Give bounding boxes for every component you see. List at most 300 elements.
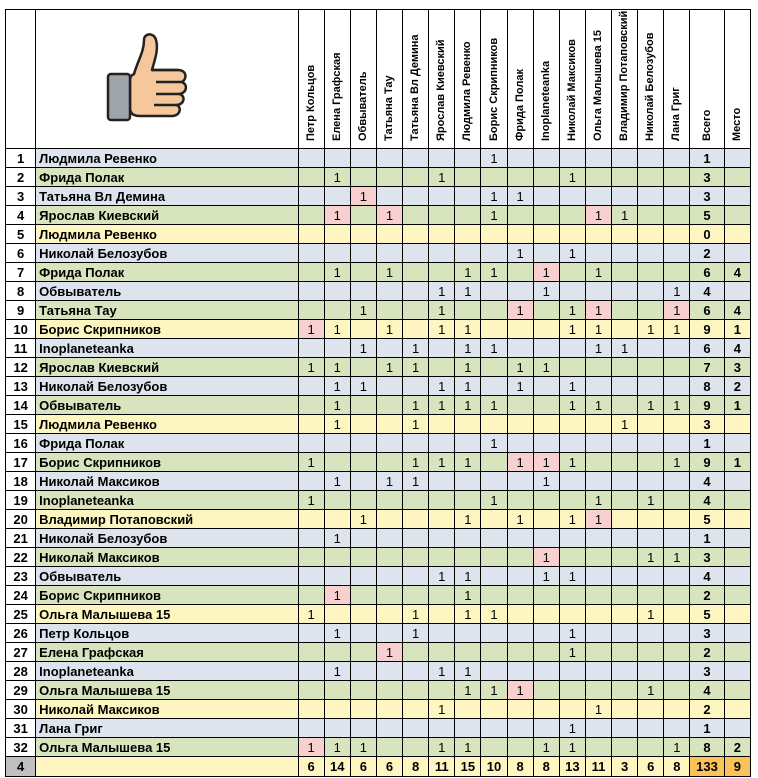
- vote-cell[interactable]: [533, 586, 559, 605]
- vote-cell[interactable]: [638, 472, 664, 491]
- vote-cell[interactable]: [612, 643, 638, 662]
- vote-cell[interactable]: [507, 339, 533, 358]
- vote-cell[interactable]: [298, 624, 324, 643]
- vote-cell[interactable]: 1: [585, 700, 611, 719]
- vote-cell[interactable]: [533, 510, 559, 529]
- vote-cell[interactable]: [376, 149, 402, 168]
- vote-cell[interactable]: 1: [298, 358, 324, 377]
- vote-cell[interactable]: 1: [612, 415, 638, 434]
- vote-cell[interactable]: [612, 605, 638, 624]
- vote-cell[interactable]: 1: [559, 320, 585, 339]
- vote-cell[interactable]: [376, 301, 402, 320]
- vote-cell[interactable]: [429, 643, 455, 662]
- vote-cell[interactable]: [664, 529, 690, 548]
- vote-cell[interactable]: [507, 586, 533, 605]
- vote-cell[interactable]: [455, 434, 481, 453]
- vote-cell[interactable]: [455, 415, 481, 434]
- vote-cell[interactable]: [559, 681, 585, 700]
- vote-cell[interactable]: [455, 491, 481, 510]
- vote-cell[interactable]: [664, 149, 690, 168]
- vote-cell[interactable]: 1: [376, 643, 402, 662]
- vote-cell[interactable]: [376, 282, 402, 301]
- vote-cell[interactable]: 1: [403, 339, 429, 358]
- vote-cell[interactable]: 1: [533, 453, 559, 472]
- vote-cell[interactable]: 1: [559, 738, 585, 757]
- vote-cell[interactable]: [376, 491, 402, 510]
- vote-cell[interactable]: [612, 567, 638, 586]
- vote-cell[interactable]: [664, 719, 690, 738]
- vote-cell[interactable]: 1: [324, 415, 350, 434]
- vote-cell[interactable]: 1: [403, 624, 429, 643]
- vote-cell[interactable]: [324, 719, 350, 738]
- vote-cell[interactable]: [324, 548, 350, 567]
- vote-cell[interactable]: [638, 415, 664, 434]
- vote-cell[interactable]: [664, 206, 690, 225]
- vote-cell[interactable]: [664, 643, 690, 662]
- vote-cell[interactable]: [585, 358, 611, 377]
- vote-cell[interactable]: [481, 529, 507, 548]
- vote-cell[interactable]: 1: [350, 377, 376, 396]
- vote-cell[interactable]: [559, 605, 585, 624]
- vote-cell[interactable]: 1: [638, 548, 664, 567]
- vote-cell[interactable]: [664, 168, 690, 187]
- vote-cell[interactable]: [429, 358, 455, 377]
- vote-cell[interactable]: [429, 491, 455, 510]
- vote-cell[interactable]: [585, 472, 611, 491]
- vote-cell[interactable]: [324, 187, 350, 206]
- vote-cell[interactable]: [612, 472, 638, 491]
- vote-cell[interactable]: [638, 700, 664, 719]
- vote-cell[interactable]: [638, 377, 664, 396]
- vote-cell[interactable]: 1: [350, 738, 376, 757]
- vote-cell[interactable]: [612, 586, 638, 605]
- vote-cell[interactable]: 1: [481, 396, 507, 415]
- vote-cell[interactable]: 1: [585, 320, 611, 339]
- vote-cell[interactable]: [559, 662, 585, 681]
- vote-cell[interactable]: 1: [324, 168, 350, 187]
- vote-cell[interactable]: 1: [455, 320, 481, 339]
- vote-cell[interactable]: 1: [403, 415, 429, 434]
- vote-cell[interactable]: [481, 567, 507, 586]
- vote-cell[interactable]: [481, 643, 507, 662]
- vote-cell[interactable]: [481, 244, 507, 263]
- vote-cell[interactable]: [298, 396, 324, 415]
- vote-cell[interactable]: [612, 282, 638, 301]
- vote-cell[interactable]: [507, 472, 533, 491]
- vote-cell[interactable]: [612, 529, 638, 548]
- vote-cell[interactable]: [507, 719, 533, 738]
- vote-cell[interactable]: [559, 491, 585, 510]
- vote-cell[interactable]: [481, 415, 507, 434]
- vote-cell[interactable]: [455, 187, 481, 206]
- vote-cell[interactable]: 1: [324, 529, 350, 548]
- vote-cell[interactable]: [664, 358, 690, 377]
- vote-cell[interactable]: [638, 738, 664, 757]
- vote-cell[interactable]: [403, 206, 429, 225]
- vote-cell[interactable]: [507, 567, 533, 586]
- vote-cell[interactable]: [533, 168, 559, 187]
- vote-cell[interactable]: [403, 282, 429, 301]
- vote-cell[interactable]: [664, 605, 690, 624]
- vote-cell[interactable]: [403, 149, 429, 168]
- vote-cell[interactable]: 1: [533, 548, 559, 567]
- vote-cell[interactable]: 1: [507, 301, 533, 320]
- vote-cell[interactable]: [481, 472, 507, 491]
- vote-cell[interactable]: [533, 643, 559, 662]
- vote-cell[interactable]: [455, 719, 481, 738]
- vote-cell[interactable]: [507, 149, 533, 168]
- vote-cell[interactable]: [298, 206, 324, 225]
- vote-cell[interactable]: [403, 320, 429, 339]
- vote-cell[interactable]: [350, 415, 376, 434]
- vote-cell[interactable]: [533, 149, 559, 168]
- vote-cell[interactable]: [403, 681, 429, 700]
- vote-cell[interactable]: [481, 225, 507, 244]
- vote-cell[interactable]: [376, 339, 402, 358]
- vote-cell[interactable]: [481, 624, 507, 643]
- vote-cell[interactable]: [455, 700, 481, 719]
- vote-cell[interactable]: [403, 662, 429, 681]
- vote-cell[interactable]: [376, 377, 402, 396]
- vote-cell[interactable]: [507, 605, 533, 624]
- vote-cell[interactable]: 1: [481, 339, 507, 358]
- vote-cell[interactable]: [429, 472, 455, 491]
- vote-cell[interactable]: [533, 434, 559, 453]
- vote-cell[interactable]: 1: [664, 301, 690, 320]
- vote-cell[interactable]: 1: [585, 510, 611, 529]
- vote-cell[interactable]: [481, 586, 507, 605]
- vote-cell[interactable]: [350, 548, 376, 567]
- vote-cell[interactable]: [664, 510, 690, 529]
- vote-cell[interactable]: [638, 662, 664, 681]
- vote-cell[interactable]: 1: [507, 377, 533, 396]
- vote-cell[interactable]: [559, 206, 585, 225]
- vote-cell[interactable]: 1: [403, 605, 429, 624]
- vote-cell[interactable]: [612, 453, 638, 472]
- vote-cell[interactable]: [585, 529, 611, 548]
- vote-cell[interactable]: [350, 624, 376, 643]
- vote-cell[interactable]: [507, 320, 533, 339]
- vote-cell[interactable]: [559, 187, 585, 206]
- vote-cell[interactable]: [298, 415, 324, 434]
- vote-cell[interactable]: [376, 548, 402, 567]
- vote-cell[interactable]: 1: [507, 510, 533, 529]
- vote-cell[interactable]: [533, 529, 559, 548]
- vote-cell[interactable]: [429, 605, 455, 624]
- vote-cell[interactable]: 1: [585, 301, 611, 320]
- vote-cell[interactable]: [298, 567, 324, 586]
- vote-cell[interactable]: [403, 168, 429, 187]
- vote-cell[interactable]: [533, 681, 559, 700]
- vote-cell[interactable]: [298, 510, 324, 529]
- vote-cell[interactable]: [664, 700, 690, 719]
- vote-cell[interactable]: [664, 339, 690, 358]
- vote-cell[interactable]: 1: [481, 681, 507, 700]
- vote-cell[interactable]: [403, 187, 429, 206]
- vote-cell[interactable]: [533, 719, 559, 738]
- vote-cell[interactable]: [612, 491, 638, 510]
- vote-cell[interactable]: 1: [664, 548, 690, 567]
- vote-cell[interactable]: [585, 225, 611, 244]
- vote-cell[interactable]: [455, 643, 481, 662]
- vote-cell[interactable]: 1: [324, 586, 350, 605]
- vote-cell[interactable]: [350, 643, 376, 662]
- vote-cell[interactable]: [298, 263, 324, 282]
- vote-cell[interactable]: [350, 168, 376, 187]
- vote-cell[interactable]: [559, 586, 585, 605]
- vote-cell[interactable]: 1: [324, 662, 350, 681]
- vote-cell[interactable]: 1: [585, 263, 611, 282]
- vote-cell[interactable]: [533, 662, 559, 681]
- vote-cell[interactable]: [429, 415, 455, 434]
- vote-cell[interactable]: [612, 301, 638, 320]
- vote-cell[interactable]: [638, 567, 664, 586]
- vote-cell[interactable]: [664, 415, 690, 434]
- vote-cell[interactable]: [507, 738, 533, 757]
- vote-cell[interactable]: [612, 396, 638, 415]
- vote-cell[interactable]: 1: [376, 472, 402, 491]
- vote-cell[interactable]: 1: [403, 396, 429, 415]
- vote-cell[interactable]: 1: [324, 320, 350, 339]
- vote-cell[interactable]: [533, 320, 559, 339]
- vote-cell[interactable]: 1: [429, 377, 455, 396]
- vote-cell[interactable]: [481, 453, 507, 472]
- vote-cell[interactable]: [350, 225, 376, 244]
- vote-cell[interactable]: 1: [376, 320, 402, 339]
- vote-cell[interactable]: [507, 206, 533, 225]
- vote-cell[interactable]: [507, 282, 533, 301]
- vote-cell[interactable]: 1: [455, 453, 481, 472]
- vote-cell[interactable]: 1: [559, 643, 585, 662]
- vote-cell[interactable]: 1: [559, 453, 585, 472]
- vote-cell[interactable]: 1: [533, 263, 559, 282]
- vote-cell[interactable]: 1: [455, 282, 481, 301]
- vote-cell[interactable]: [350, 149, 376, 168]
- vote-cell[interactable]: [298, 149, 324, 168]
- vote-cell[interactable]: [350, 662, 376, 681]
- vote-cell[interactable]: 1: [559, 168, 585, 187]
- vote-cell[interactable]: [324, 282, 350, 301]
- vote-cell[interactable]: 1: [429, 396, 455, 415]
- vote-cell[interactable]: [350, 586, 376, 605]
- vote-cell[interactable]: [455, 529, 481, 548]
- vote-cell[interactable]: [638, 529, 664, 548]
- vote-cell[interactable]: [324, 244, 350, 263]
- vote-cell[interactable]: [376, 244, 402, 263]
- vote-cell[interactable]: 1: [350, 301, 376, 320]
- vote-cell[interactable]: [585, 719, 611, 738]
- vote-cell[interactable]: [403, 263, 429, 282]
- vote-cell[interactable]: [350, 263, 376, 282]
- vote-cell[interactable]: [585, 415, 611, 434]
- vote-cell[interactable]: 1: [298, 320, 324, 339]
- vote-cell[interactable]: 1: [376, 206, 402, 225]
- vote-cell[interactable]: [403, 719, 429, 738]
- vote-cell[interactable]: [559, 472, 585, 491]
- vote-cell[interactable]: [376, 662, 402, 681]
- vote-cell[interactable]: [481, 700, 507, 719]
- vote-cell[interactable]: 1: [429, 567, 455, 586]
- vote-cell[interactable]: [533, 301, 559, 320]
- vote-cell[interactable]: 1: [455, 377, 481, 396]
- vote-cell[interactable]: [350, 320, 376, 339]
- vote-cell[interactable]: 1: [638, 396, 664, 415]
- vote-cell[interactable]: [638, 149, 664, 168]
- vote-cell[interactable]: [324, 339, 350, 358]
- vote-cell[interactable]: [403, 301, 429, 320]
- vote-cell[interactable]: [638, 624, 664, 643]
- vote-cell[interactable]: [403, 738, 429, 757]
- vote-cell[interactable]: [664, 225, 690, 244]
- vote-cell[interactable]: [612, 548, 638, 567]
- vote-cell[interactable]: [612, 434, 638, 453]
- vote-cell[interactable]: 1: [324, 358, 350, 377]
- vote-cell[interactable]: [324, 434, 350, 453]
- vote-cell[interactable]: [585, 624, 611, 643]
- vote-cell[interactable]: [376, 168, 402, 187]
- vote-cell[interactable]: [429, 225, 455, 244]
- vote-cell[interactable]: 1: [507, 681, 533, 700]
- vote-cell[interactable]: 1: [429, 301, 455, 320]
- vote-cell[interactable]: 1: [429, 320, 455, 339]
- vote-cell[interactable]: 1: [298, 738, 324, 757]
- vote-cell[interactable]: [533, 339, 559, 358]
- vote-cell[interactable]: [533, 624, 559, 643]
- vote-cell[interactable]: [429, 529, 455, 548]
- vote-cell[interactable]: [638, 206, 664, 225]
- vote-cell[interactable]: [612, 719, 638, 738]
- vote-cell[interactable]: [376, 396, 402, 415]
- vote-cell[interactable]: [612, 244, 638, 263]
- vote-cell[interactable]: [664, 187, 690, 206]
- vote-cell[interactable]: [455, 225, 481, 244]
- vote-cell[interactable]: [638, 358, 664, 377]
- vote-cell[interactable]: [585, 187, 611, 206]
- vote-cell[interactable]: [585, 738, 611, 757]
- vote-cell[interactable]: 1: [455, 263, 481, 282]
- vote-cell[interactable]: [533, 187, 559, 206]
- vote-cell[interactable]: [507, 225, 533, 244]
- vote-cell[interactable]: 1: [324, 263, 350, 282]
- vote-cell[interactable]: [298, 282, 324, 301]
- vote-cell[interactable]: 1: [455, 681, 481, 700]
- vote-cell[interactable]: 1: [638, 605, 664, 624]
- vote-cell[interactable]: [481, 719, 507, 738]
- vote-cell[interactable]: [376, 605, 402, 624]
- vote-cell[interactable]: [507, 396, 533, 415]
- vote-cell[interactable]: 1: [376, 358, 402, 377]
- vote-cell[interactable]: [350, 529, 376, 548]
- vote-cell[interactable]: [664, 377, 690, 396]
- vote-cell[interactable]: [533, 244, 559, 263]
- vote-cell[interactable]: [612, 225, 638, 244]
- vote-cell[interactable]: [455, 548, 481, 567]
- vote-cell[interactable]: [585, 244, 611, 263]
- vote-cell[interactable]: [559, 548, 585, 567]
- vote-cell[interactable]: [559, 282, 585, 301]
- vote-cell[interactable]: 1: [533, 282, 559, 301]
- vote-cell[interactable]: [376, 567, 402, 586]
- vote-cell[interactable]: [559, 529, 585, 548]
- vote-cell[interactable]: [376, 453, 402, 472]
- vote-cell[interactable]: [324, 225, 350, 244]
- vote-cell[interactable]: [612, 168, 638, 187]
- vote-cell[interactable]: 1: [455, 605, 481, 624]
- vote-cell[interactable]: [638, 453, 664, 472]
- vote-cell[interactable]: [350, 719, 376, 738]
- vote-cell[interactable]: [403, 700, 429, 719]
- vote-cell[interactable]: [612, 624, 638, 643]
- vote-cell[interactable]: 1: [350, 339, 376, 358]
- vote-cell[interactable]: [559, 358, 585, 377]
- vote-cell[interactable]: [376, 434, 402, 453]
- vote-cell[interactable]: [585, 605, 611, 624]
- vote-cell[interactable]: [298, 586, 324, 605]
- vote-cell[interactable]: [664, 624, 690, 643]
- vote-cell[interactable]: 1: [533, 358, 559, 377]
- vote-cell[interactable]: [376, 681, 402, 700]
- vote-cell[interactable]: [298, 377, 324, 396]
- vote-cell[interactable]: [612, 738, 638, 757]
- vote-cell[interactable]: [585, 567, 611, 586]
- vote-cell[interactable]: 1: [481, 149, 507, 168]
- vote-cell[interactable]: [376, 529, 402, 548]
- vote-cell[interactable]: [350, 434, 376, 453]
- vote-cell[interactable]: [507, 700, 533, 719]
- vote-cell[interactable]: 1: [403, 358, 429, 377]
- vote-cell[interactable]: 1: [455, 586, 481, 605]
- vote-cell[interactable]: [403, 225, 429, 244]
- vote-cell[interactable]: [455, 472, 481, 491]
- vote-cell[interactable]: [664, 586, 690, 605]
- vote-cell[interactable]: 1: [507, 187, 533, 206]
- vote-cell[interactable]: [664, 662, 690, 681]
- vote-cell[interactable]: [403, 529, 429, 548]
- vote-cell[interactable]: 1: [612, 339, 638, 358]
- vote-cell[interactable]: [507, 548, 533, 567]
- vote-cell[interactable]: [559, 415, 585, 434]
- vote-cell[interactable]: 1: [376, 263, 402, 282]
- vote-cell[interactable]: [612, 662, 638, 681]
- vote-cell[interactable]: 1: [298, 605, 324, 624]
- vote-cell[interactable]: 1: [638, 320, 664, 339]
- vote-cell[interactable]: 1: [585, 396, 611, 415]
- vote-cell[interactable]: 1: [298, 453, 324, 472]
- vote-cell[interactable]: 1: [533, 567, 559, 586]
- vote-cell[interactable]: 1: [481, 605, 507, 624]
- vote-cell[interactable]: [298, 301, 324, 320]
- vote-cell[interactable]: 1: [429, 453, 455, 472]
- vote-cell[interactable]: [638, 225, 664, 244]
- vote-cell[interactable]: [429, 719, 455, 738]
- vote-cell[interactable]: [350, 567, 376, 586]
- vote-cell[interactable]: [585, 586, 611, 605]
- vote-cell[interactable]: 1: [559, 624, 585, 643]
- vote-cell[interactable]: 1: [324, 206, 350, 225]
- vote-cell[interactable]: [455, 206, 481, 225]
- vote-cell[interactable]: 1: [612, 206, 638, 225]
- vote-cell[interactable]: 1: [429, 662, 455, 681]
- vote-cell[interactable]: [429, 681, 455, 700]
- vote-cell[interactable]: 1: [324, 396, 350, 415]
- vote-cell[interactable]: [429, 624, 455, 643]
- vote-cell[interactable]: [507, 624, 533, 643]
- vote-cell[interactable]: 1: [638, 681, 664, 700]
- vote-cell[interactable]: [533, 415, 559, 434]
- vote-cell[interactable]: [403, 548, 429, 567]
- vote-cell[interactable]: 1: [664, 453, 690, 472]
- vote-cell[interactable]: 1: [455, 339, 481, 358]
